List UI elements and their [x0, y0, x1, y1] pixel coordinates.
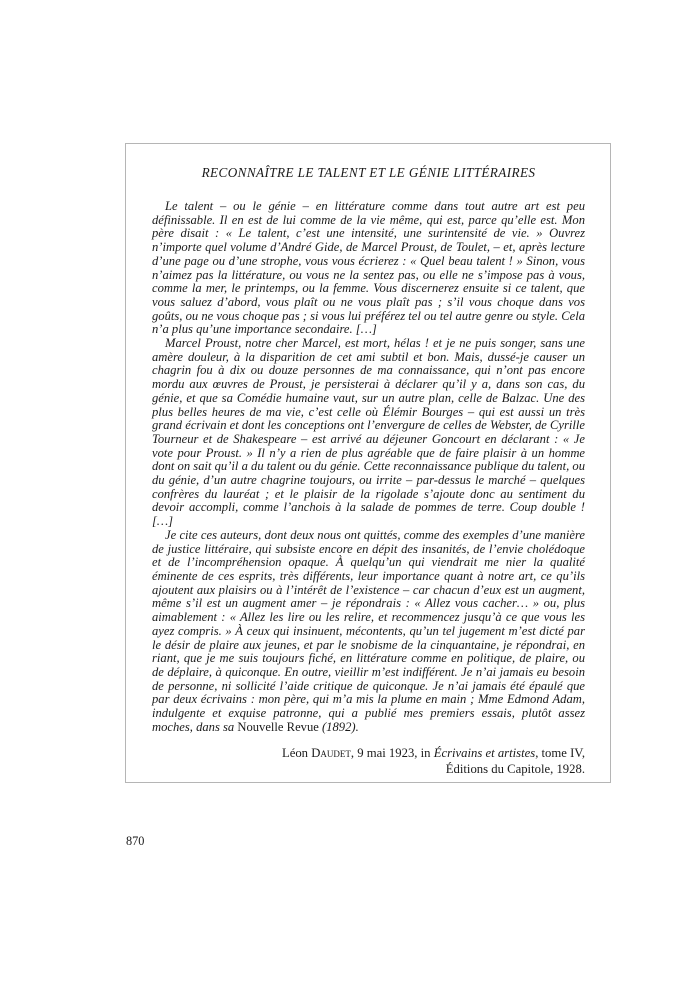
excerpt-box	[125, 143, 611, 783]
attribution	[152, 746, 585, 777]
page-number: 870	[126, 834, 145, 848]
paragraph-3-text: Je cite ces auteurs, dont deux nous ont quittés, comme des exemples d’une manière de justice littéraire, qui subsiste encore en dépit des insanités, de l’envie cholédoque et de l’incompréhension opaque. À quelqu’un qui viendrait me nier la qualité éminente de ces esprits, très différents, leur importance quant à notre art, ce qu’ils ajoutent aux plaisirs ou à l’intérêt de l’existence – car chacun d’eux est un augment, même s’il est un augment amer – je répondrais : « Allez vous cacher… » ou, plus aimablement : « Allez les lire ou les relire, et recommencez jusqu’à ce que vous les ayez compris. » À ceux qui insinuent, mécontents, qu’un tel jugement m’est dicté par le désir de plaire aux jeunes, et par le snobisme de la cinquantaine, je répondrai, en riant, que je me suis toujours fiché, en littérature comme en politique, de plaire, ou de déplaire, à quiconque. En outre, vieillir m’est indifférent. Je n’ai jamais eu besoin de personne, ni sollicité l’aide critique de quiconque. Je n’ai jamais été épaulé que par deux écrivains : mon père, qui m’a mis la plume en main ; Mme Edmond Adam, indulgente et exquise patronne, qui a publié mes premiers essais, plutôt assez moches, dans sa	[152, 527, 585, 734]
paragraph-2-text: Marcel Proust, notre cher Marcel, est mort, hélas ! et je ne puis songer, sans une amère douleur, à la disparition de cet ami subtil et bon. Mais, dussé-je causer un chagrin fou à dix ou douze personnes de ma connaissance, qui n’ont pas encore mordu aux œuvres de Proust, je persisterai à déclarer qu’il y a, dans son cas, du génie, et que sa Comédie humaine vaut, sur un autre plan, celle de Balzac. Une des plus belles heures de ma vie, c’est celle où Élémir Bourges – qui est aussi un très grand écrivain et dont les conceptions ont l’envergure de celles de Webster, de Cyrille Tourneur et de Shakespeare – est arrivé au déjeuner Goncourt en déclarant : « Je vote pour Proust. » Il n’y a rien de plus agréable que de faire plaisir à un homme dont on sait qu’il a du talent ou du génie. Cette reconnaissance publique du talent, ou du génie, d’un autre chagrine toujours, ou irrite – par-dessus le marché – quelques confrères du lauréat ; et le plaisir de la rigolade s’ajoute donc au sentiment du devoir accompli, comme l’anchois à la salade de pommes de terre. Coup double ! […]	[152, 336, 585, 529]
attribution-middle: , 9 mai 1923, in	[350, 746, 434, 761]
attribution-line-2: Éditions du Capitole, 1928.	[445, 761, 585, 776]
paragraph-3	[152, 529, 585, 735]
attribution-author: Daudet	[311, 746, 351, 761]
paragraph-1-text: Le talent – ou le génie – en littérature comme dans tout autre art est peu définissable. Il en est de lui comme de la vie même, qui est, parce qu’elle est. Mon père disait : « Le talent, c’est une intensité, une surintensité de vie. » Ouvrez n’importe quel volume d’André Gide, de Marcel Proust, de Toulet, – et, après lecture d’une page ou d’une strophe, vous vous écrierez : « Quel beau talent ! » Sinon, vous n’aimez pas la littérature, ou vous ne la sentez pas, ou elle ne s’impose pas à vous, comme la mer, le printemps, ou la femme. Vous discernerez ensuite si ce talent, que vous saluez d’abord, vous plaît ou ne vous plaît pas ; s’il vous choque dans vos goûts, ou ne vous choque pas ; si vous lui préférez tel ou tel autre genre ou style. Cela n’a plus qu’une importance secondaire. […]	[152, 199, 586, 337]
paragraph-3-journal-name: Nouvelle Revue	[237, 719, 319, 734]
attribution-suffix: , tome IV,	[535, 746, 585, 761]
attribution-work-title: Écrivains et artistes	[433, 746, 536, 761]
paragraph-3-year: (1892).	[318, 719, 359, 734]
attribution-line-1	[152, 746, 585, 762]
paragraph-1	[152, 200, 585, 337]
article-title: RECONNAÎTRE LE TALENT ET LE GÉNIE LITTÉRAIRES	[201, 165, 536, 180]
paragraph-2	[152, 337, 585, 529]
attribution-prefix: Léon	[281, 746, 312, 761]
